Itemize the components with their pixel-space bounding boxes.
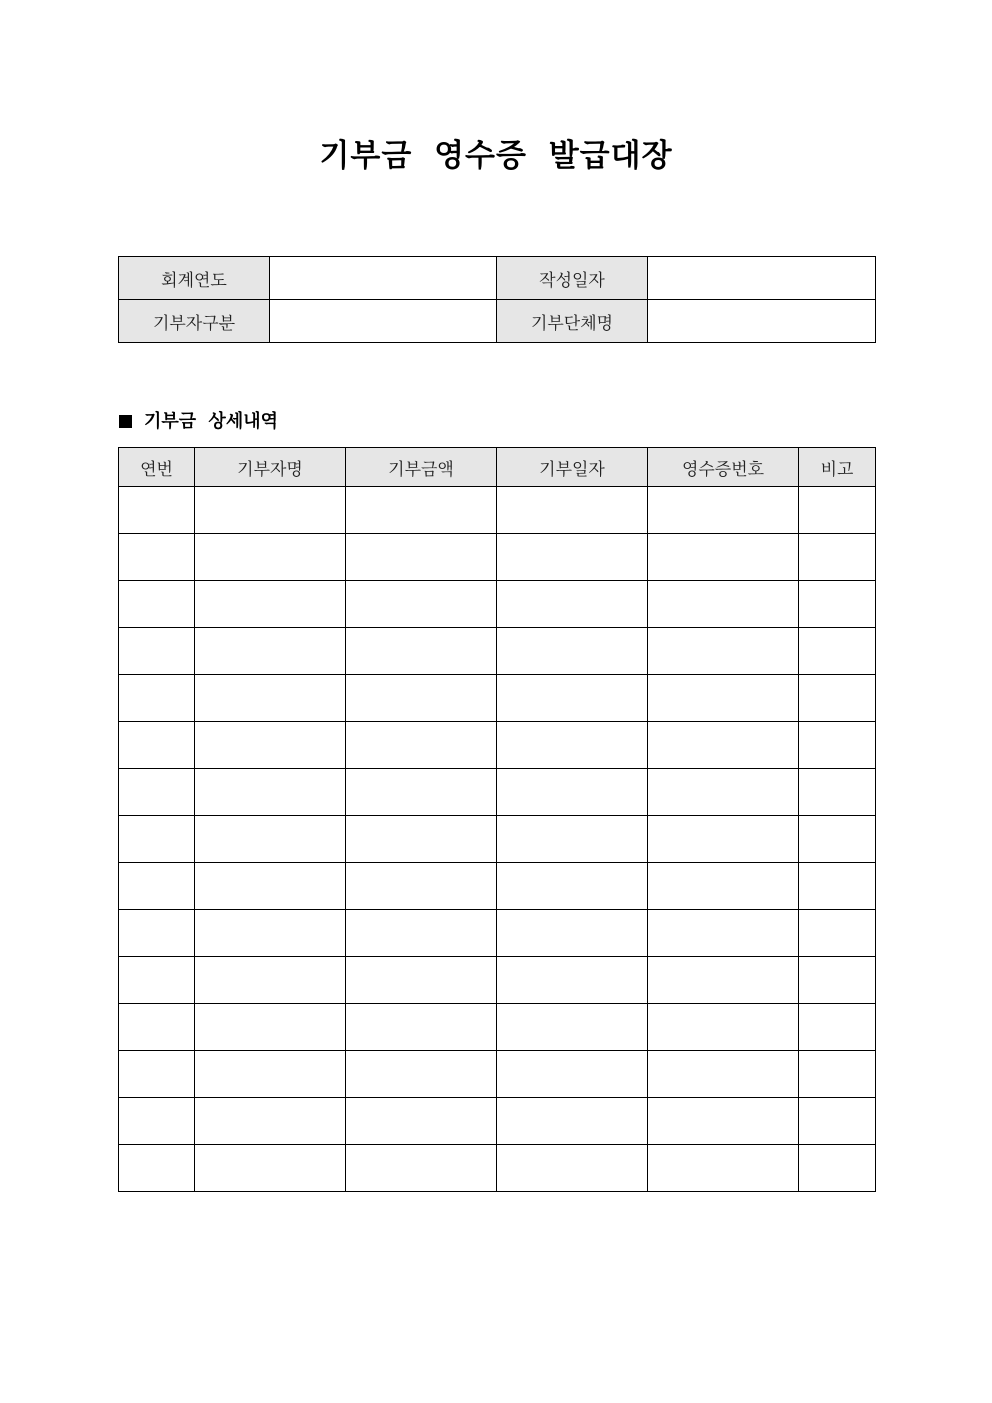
amount-cell[interactable]: [346, 1098, 497, 1145]
donor-name-cell[interactable]: [195, 628, 346, 675]
amount-cell[interactable]: [346, 816, 497, 863]
remarks-cell[interactable]: [799, 722, 876, 769]
donation-date-cell[interactable]: [497, 1051, 648, 1098]
amount-cell[interactable]: [346, 628, 497, 675]
receipt-number-cell[interactable]: [648, 1145, 799, 1192]
header-donation-date: 기부일자: [497, 448, 648, 487]
donor-name-cell[interactable]: [195, 769, 346, 816]
info-row: [119, 257, 876, 300]
table-row: [119, 816, 876, 863]
remarks-cell[interactable]: [799, 1145, 876, 1192]
receipt-number-cell[interactable]: [648, 628, 799, 675]
donation-date-cell[interactable]: [497, 628, 648, 675]
section-heading-text: 기부금 상세내역: [144, 411, 278, 432]
serial-cell[interactable]: [119, 675, 195, 722]
serial-cell[interactable]: [119, 769, 195, 816]
donation-date-cell[interactable]: [497, 1004, 648, 1051]
donor-name-cell[interactable]: [195, 910, 346, 957]
org-name-label: 기부단체명: [497, 300, 648, 343]
donor-name-cell[interactable]: [195, 1145, 346, 1192]
amount-cell[interactable]: [346, 581, 497, 628]
donor-name-cell[interactable]: [195, 1098, 346, 1145]
receipt-number-cell[interactable]: [648, 1004, 799, 1051]
donor-name-cell[interactable]: [195, 722, 346, 769]
receipt-number-cell[interactable]: [648, 863, 799, 910]
receipt-number-cell[interactable]: [648, 581, 799, 628]
serial-cell[interactable]: [119, 816, 195, 863]
donation-date-cell[interactable]: [497, 910, 648, 957]
amount-cell[interactable]: [346, 957, 497, 1004]
donor-name-cell[interactable]: [195, 957, 346, 1004]
serial-cell[interactable]: [119, 534, 195, 581]
serial-cell[interactable]: [119, 722, 195, 769]
amount-cell[interactable]: [346, 675, 497, 722]
receipt-number-cell[interactable]: [648, 957, 799, 1004]
donation-date-cell[interactable]: [497, 534, 648, 581]
table-row: [119, 1145, 876, 1192]
donation-date-cell[interactable]: [497, 722, 648, 769]
receipt-number-cell[interactable]: [648, 816, 799, 863]
receipt-number-cell[interactable]: [648, 1051, 799, 1098]
serial-cell[interactable]: [119, 1051, 195, 1098]
remarks-cell[interactable]: [799, 628, 876, 675]
table-row: [119, 675, 876, 722]
donor-name-cell[interactable]: [195, 675, 346, 722]
receipt-number-cell[interactable]: [648, 1098, 799, 1145]
remarks-cell[interactable]: [799, 581, 876, 628]
square-bullet-icon: [119, 415, 132, 428]
table-row: [119, 910, 876, 957]
amount-cell[interactable]: [346, 487, 497, 534]
receipt-number-cell[interactable]: [648, 675, 799, 722]
donation-date-cell[interactable]: [497, 769, 648, 816]
remarks-cell[interactable]: [799, 910, 876, 957]
remarks-cell[interactable]: [799, 1004, 876, 1051]
receipt-number-cell[interactable]: [648, 534, 799, 581]
fiscal-year-label: 회계연도: [119, 257, 270, 300]
detail-table: [118, 447, 876, 1192]
remarks-cell[interactable]: [799, 769, 876, 816]
remarks-cell[interactable]: [799, 534, 876, 581]
serial-cell[interactable]: [119, 1004, 195, 1051]
donor-name-cell[interactable]: [195, 1051, 346, 1098]
serial-cell[interactable]: [119, 628, 195, 675]
donor-name-cell[interactable]: [195, 816, 346, 863]
donor-name-cell[interactable]: [195, 1004, 346, 1051]
amount-cell[interactable]: [346, 722, 497, 769]
remarks-cell[interactable]: [799, 863, 876, 910]
remarks-cell[interactable]: [799, 487, 876, 534]
table-row: [119, 863, 876, 910]
donor-type-field[interactable]: [270, 300, 497, 343]
amount-cell[interactable]: [346, 534, 497, 581]
donation-date-cell[interactable]: [497, 1145, 648, 1192]
header-amount: 기부금액: [346, 448, 497, 487]
header-donor-name: 기부자명: [195, 448, 346, 487]
table-row: [119, 722, 876, 769]
serial-cell[interactable]: [119, 957, 195, 1004]
serial-cell[interactable]: [119, 863, 195, 910]
header-remarks: 비고: [799, 448, 876, 487]
donation-date-cell[interactable]: [497, 863, 648, 910]
amount-cell[interactable]: [346, 1051, 497, 1098]
donor-name-cell[interactable]: [195, 863, 346, 910]
donation-date-cell[interactable]: [497, 816, 648, 863]
receipt-number-cell[interactable]: [648, 722, 799, 769]
table-row: [119, 534, 876, 581]
remarks-cell[interactable]: [799, 957, 876, 1004]
header-receipt-number: 영수증번호: [648, 448, 799, 487]
donation-date-cell[interactable]: [497, 487, 648, 534]
serial-cell[interactable]: [119, 910, 195, 957]
info-table: [118, 256, 876, 343]
document-title: 기부금 영수증 발급대장: [319, 138, 673, 174]
donation-date-cell[interactable]: [497, 675, 648, 722]
table-row: [119, 1004, 876, 1051]
fiscal-year-field[interactable]: [270, 257, 497, 300]
remarks-cell[interactable]: [799, 1051, 876, 1098]
amount-cell[interactable]: [346, 1004, 497, 1051]
serial-cell[interactable]: [119, 1145, 195, 1192]
donor-type-label: 기부자구분: [119, 300, 270, 343]
amount-cell[interactable]: [346, 1145, 497, 1192]
donor-name-cell[interactable]: [195, 534, 346, 581]
table-row: [119, 957, 876, 1004]
table-row: [119, 769, 876, 816]
section-heading: [119, 409, 278, 435]
serial-cell[interactable]: [119, 1098, 195, 1145]
table-row: [119, 1098, 876, 1145]
receipt-number-cell[interactable]: [648, 910, 799, 957]
header-serial: 연번: [119, 448, 195, 487]
receipt-number-cell[interactable]: [648, 769, 799, 816]
info-row: [119, 300, 876, 343]
write-date-label: 작성일자: [497, 257, 648, 300]
donation-date-cell[interactable]: [497, 1098, 648, 1145]
write-date-field[interactable]: [648, 257, 876, 300]
table-row: [119, 487, 876, 534]
donation-date-cell[interactable]: [497, 581, 648, 628]
detail-body: [119, 487, 876, 1192]
serial-cell[interactable]: [119, 487, 195, 534]
serial-cell[interactable]: [119, 581, 195, 628]
table-row: [119, 581, 876, 628]
amount-cell[interactable]: [346, 769, 497, 816]
remarks-cell[interactable]: [799, 675, 876, 722]
org-name-field[interactable]: [648, 300, 876, 343]
table-row: [119, 628, 876, 675]
donor-name-cell[interactable]: [195, 487, 346, 534]
receipt-number-cell[interactable]: [648, 487, 799, 534]
table-row: [119, 1051, 876, 1098]
remarks-cell[interactable]: [799, 1098, 876, 1145]
donation-date-cell[interactable]: [497, 957, 648, 1004]
remarks-cell[interactable]: [799, 816, 876, 863]
donor-name-cell[interactable]: [195, 581, 346, 628]
detail-header-row: [119, 448, 876, 487]
amount-cell[interactable]: [346, 863, 497, 910]
amount-cell[interactable]: [346, 910, 497, 957]
